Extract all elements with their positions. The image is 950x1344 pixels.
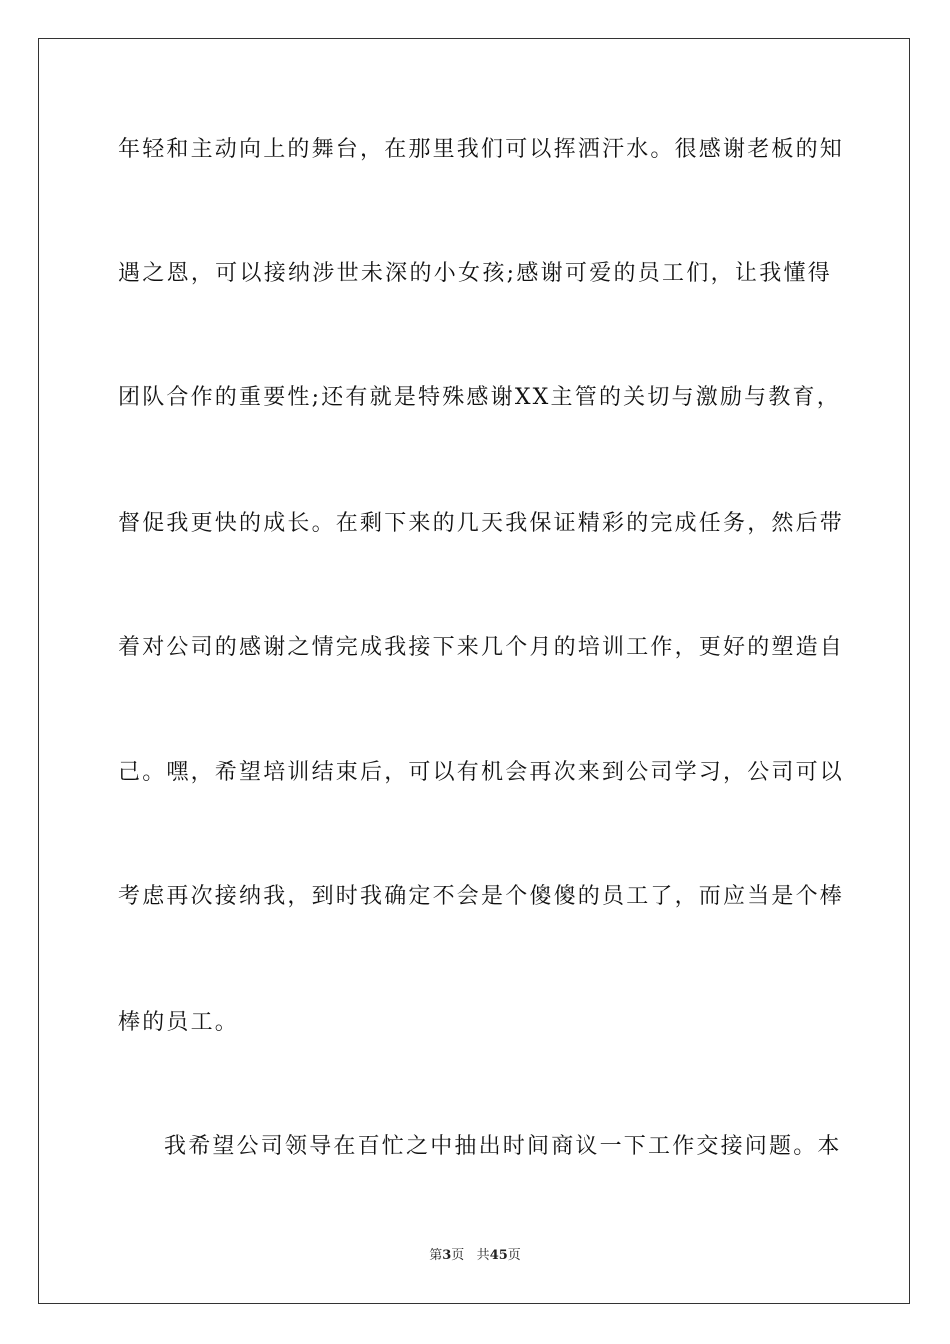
body-text-line: 年轻和主动向上的舞台，在那里我们可以挥洒汗水。很感谢老板的知 [118,137,845,162]
page-border [38,38,910,1304]
page-footer [0,1248,950,1264]
page-number: 3 [442,1248,452,1263]
total-pages: 45 [489,1248,508,1263]
total-prefix: 共 [476,1248,490,1263]
body-text-line: 团队合作的重要性;还有就是特殊感谢XX主管的关切与激励与教育， [118,385,841,410]
page-suffix: 页 [451,1248,465,1263]
body-text-line: 棒的员工。 [118,1010,240,1035]
page-prefix: 第 [429,1248,443,1263]
body-text-line: 考虑再次接纳我，到时我确定不会是个傻傻的员工了，而应当是个棒 [118,884,845,909]
body-text-line: 遇之恩，可以接纳涉世未深的小女孩;感谢可爱的员工们，让我懂得 [118,261,832,286]
body-text-line: 己。嘿，希望培训结束后，可以有机会再次来到公司学习，公司可以 [118,760,845,785]
paragraph-first-line: 我希望公司领导在百忙之中抽出时间商议一下工作交接问题。本 [164,1134,842,1159]
total-suffix: 页 [507,1248,521,1263]
body-text-line: 督促我更快的成长。在剩下来的几天我保证精彩的完成任务，然后带 [118,511,845,536]
body-text-line: 着对公司的感谢之情完成我接下来几个月的培训工作，更好的塑造自 [118,635,845,660]
